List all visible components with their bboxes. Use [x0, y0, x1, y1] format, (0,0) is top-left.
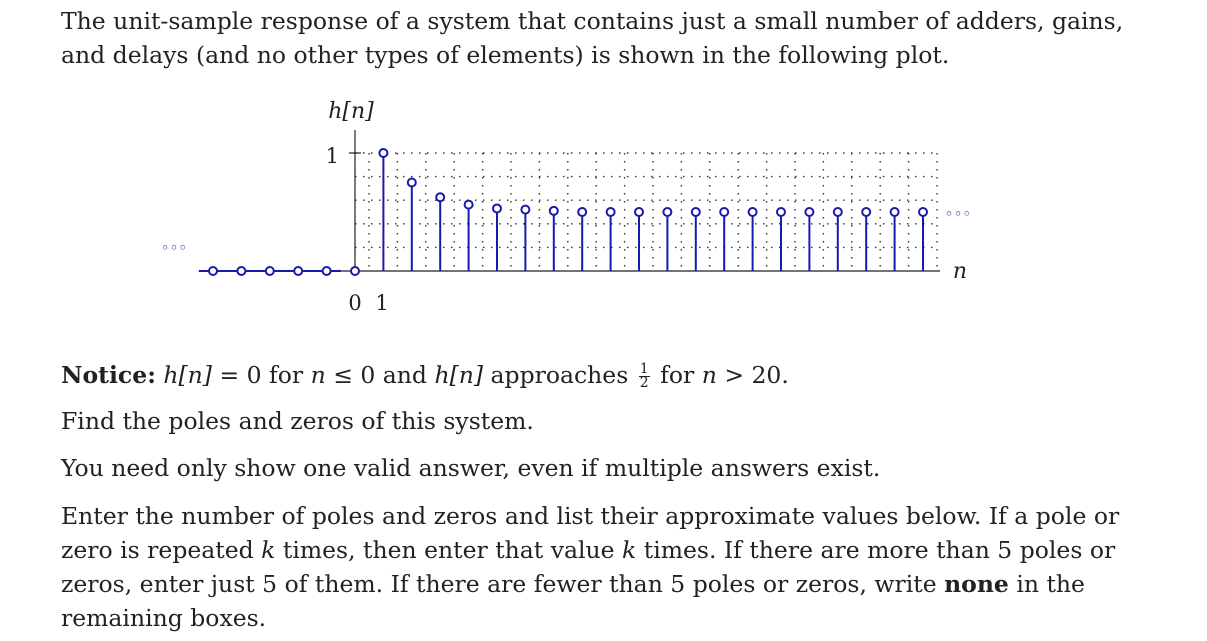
stem-marker-n4: [465, 201, 473, 209]
stem-marker-n9: [607, 208, 615, 216]
stem-marker-n16: [805, 208, 813, 216]
stem-marker-n20: [919, 208, 927, 216]
enter-k-2: k: [622, 536, 637, 564]
stem-marker-n18: [862, 208, 870, 216]
stem-marker-n5: [493, 204, 501, 212]
enter-text-2: times, then enter that value: [275, 536, 623, 564]
stem-marker-n6: [521, 206, 529, 214]
stem-marker-n11: [663, 208, 671, 216]
stem-marker-n8: [578, 208, 586, 216]
stem-marker-n-3: [266, 267, 274, 275]
enter-paragraph: [61, 499, 1141, 635]
notice-text-3: approaches: [483, 361, 636, 389]
notice-text-4: for: [652, 361, 702, 389]
notice-text-1: = 0 for: [211, 361, 311, 389]
stem-marker-n0: [351, 267, 359, 275]
one-half-fraction: $\frac{1}{2}$: [639, 361, 649, 391]
stem-marker-n-4: [237, 267, 245, 275]
stem-marker-n-1: [323, 267, 331, 275]
stem-marker-n-2: [294, 267, 302, 275]
enter-text-1: Enter the number of poles and zeros and list their approximate values below. If a pole or zero is repeated: [61, 502, 1120, 564]
enter-text-4: in the remaining boxes.: [61, 570, 1085, 632]
stem-marker-n15: [777, 208, 785, 216]
y-axis-label: h[n]: [328, 99, 374, 124]
x-tick-label-1: 1: [375, 291, 389, 315]
stem-marker-n1: [379, 149, 387, 157]
x-axis-label: n: [952, 259, 968, 284]
notice-paragraph: [61, 358, 1141, 392]
notice-hn-2: h[n]: [434, 361, 484, 389]
stem-marker-n19: [891, 208, 899, 216]
stem-marker-n2: [408, 179, 416, 187]
stem-marker-n13: [720, 208, 728, 216]
y-tick-label: 1: [325, 144, 339, 168]
stem-series: [199, 149, 927, 275]
notice-hn-1: h[n]: [163, 361, 212, 389]
stem-marker-n14: [749, 208, 757, 216]
stem-marker-n12: [692, 208, 700, 216]
plot-axes: [200, 130, 940, 271]
enter-text-3: times. If there are more than 5 poles or zeros, enter just 5 of them. If there are fewer than 5 poles or zeros, write: [61, 536, 1116, 598]
notice-text-2: ≤ 0 and: [325, 361, 435, 389]
none-keyword: none: [944, 570, 1009, 598]
notice-n-2: n: [701, 361, 717, 389]
enter-k-1: k: [261, 536, 276, 564]
one-answer-paragraph: You need only show one valid answer, even if multiple answers exist.: [61, 454, 881, 482]
stem-marker-n-5: [209, 267, 217, 275]
stem-marker-n7: [550, 207, 558, 215]
right-ellipsis: ◦◦◦: [944, 205, 972, 223]
stem-marker-n17: [834, 208, 842, 216]
stem-marker-n3: [436, 193, 444, 201]
intro-paragraph: The unit-sample response of a system that contains just a small number of adders, gains, and delays (and no other types of elements) is shown in the following plot.: [61, 7, 1124, 69]
notice-text-5: > 20.: [716, 361, 789, 389]
stem-marker-n10: [635, 208, 643, 216]
left-ellipsis: ◦◦◦: [160, 239, 188, 257]
x-tick-label-0: 0: [348, 291, 362, 315]
notice-n-1: n: [310, 361, 326, 389]
notice-label: Notice:: [61, 361, 156, 389]
plot-grid: [355, 153, 937, 271]
find-paragraph: Find the poles and zeros of this system.: [61, 407, 534, 435]
